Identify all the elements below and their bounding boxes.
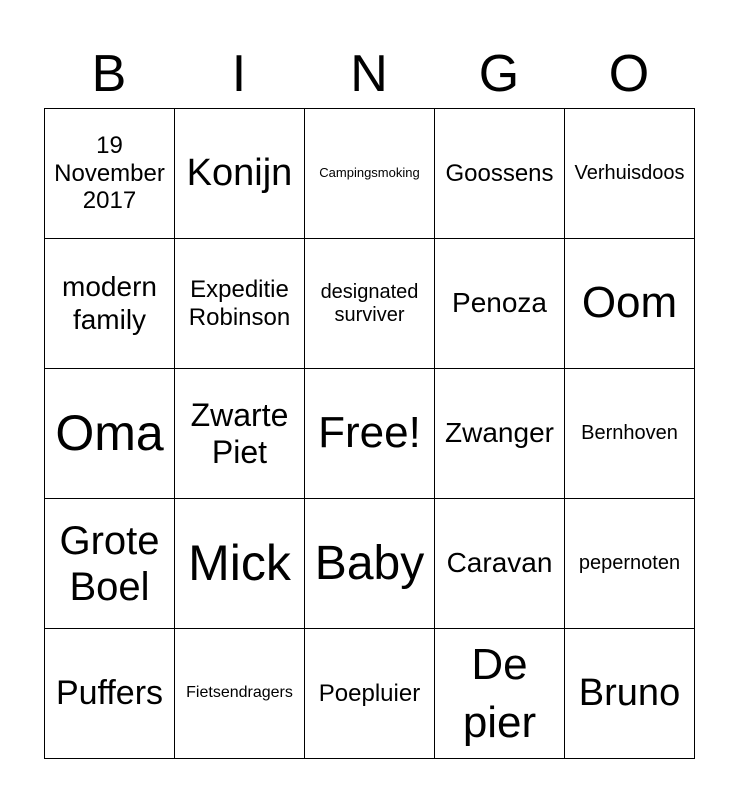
bingo-cell-r3-c3[interactable] — [435, 499, 565, 629]
bingo-cell-r1-c1[interactable] — [175, 239, 305, 369]
bingo-cell-r1-c0[interactable] — [45, 239, 175, 369]
bingo-cell-r3-c4[interactable] — [565, 499, 695, 629]
header-letter-i: I — [231, 45, 247, 103]
cell-text: Mick — [188, 534, 291, 591]
header-letter-n: N — [350, 45, 388, 103]
bingo-header — [44, 40, 694, 108]
header-letter-g: G — [478, 45, 520, 103]
bingo-cell-r4-c1[interactable] — [175, 629, 305, 759]
cell-text: Poepluier — [318, 679, 421, 707]
cell-text: Oom — [581, 278, 678, 328]
cell-text: Bernhoven — [581, 422, 678, 444]
bingo-cell-r2-c4[interactable] — [565, 369, 695, 499]
cell-text: Verhuisdoos — [574, 162, 685, 184]
bingo-board — [44, 108, 695, 759]
bingo-cell-r2-c0[interactable] — [45, 369, 175, 499]
cell-text: Campingsmoking — [319, 165, 420, 181]
bingo-cell-r1-c4[interactable] — [565, 239, 695, 369]
cell-text: Zwarte Piet — [190, 396, 289, 470]
cell-text: Baby — [314, 536, 425, 590]
header-letter-b: B — [91, 45, 127, 103]
bingo-cell-r0-c4[interactable] — [565, 109, 695, 239]
cell-text: Bruno — [578, 671, 681, 714]
bingo-cell-r4-c4[interactable] — [565, 629, 695, 759]
header-letter-o: O — [608, 45, 650, 103]
bingo-cell-r3-c0[interactable] — [45, 499, 175, 629]
cell-text: Fietsendragers — [186, 684, 293, 702]
cell-text: Penoza — [452, 287, 547, 319]
cell-text: designated surviver — [320, 280, 419, 326]
cell-text: Expeditie Robinson — [188, 275, 291, 331]
cell-text: Goossens — [445, 159, 554, 187]
bingo-cell-r2-c2[interactable] — [305, 369, 435, 499]
bingo-cell-r3-c2[interactable] — [305, 499, 435, 629]
bingo-cell-r4-c3[interactable] — [435, 629, 565, 759]
bingo-cell-r0-c0[interactable] — [45, 109, 175, 239]
bingo-cell-r3-c1[interactable] — [175, 499, 305, 629]
cell-text: Zwanger — [445, 417, 554, 449]
bingo-cell-r2-c3[interactable] — [435, 369, 565, 499]
cell-text: 19 November 2017 — [54, 132, 165, 215]
cell-text: pepernoten — [578, 552, 681, 574]
cell-text: Oma — [55, 404, 164, 461]
bingo-cell-r0-c3[interactable] — [435, 109, 565, 239]
cell-text: Grote Boel — [59, 518, 160, 609]
bingo-cell-r1-c3[interactable] — [435, 239, 565, 369]
cell-text: Puffers — [55, 673, 164, 712]
cell-text: Free! — [318, 408, 421, 458]
bingo-cell-r4-c2[interactable] — [305, 629, 435, 759]
bingo-cell-r2-c1[interactable] — [175, 369, 305, 499]
cell-text: Caravan — [446, 547, 553, 579]
bingo-cell-r0-c2[interactable] — [305, 109, 435, 239]
bingo-cell-r4-c0[interactable] — [45, 629, 175, 759]
cell-text: modern family — [62, 271, 157, 335]
bingo-cell-r1-c2[interactable] — [305, 239, 435, 369]
bingo-cell-r0-c1[interactable] — [175, 109, 305, 239]
cell-text: De pier — [462, 640, 537, 747]
cell-text: Konijn — [186, 151, 293, 194]
